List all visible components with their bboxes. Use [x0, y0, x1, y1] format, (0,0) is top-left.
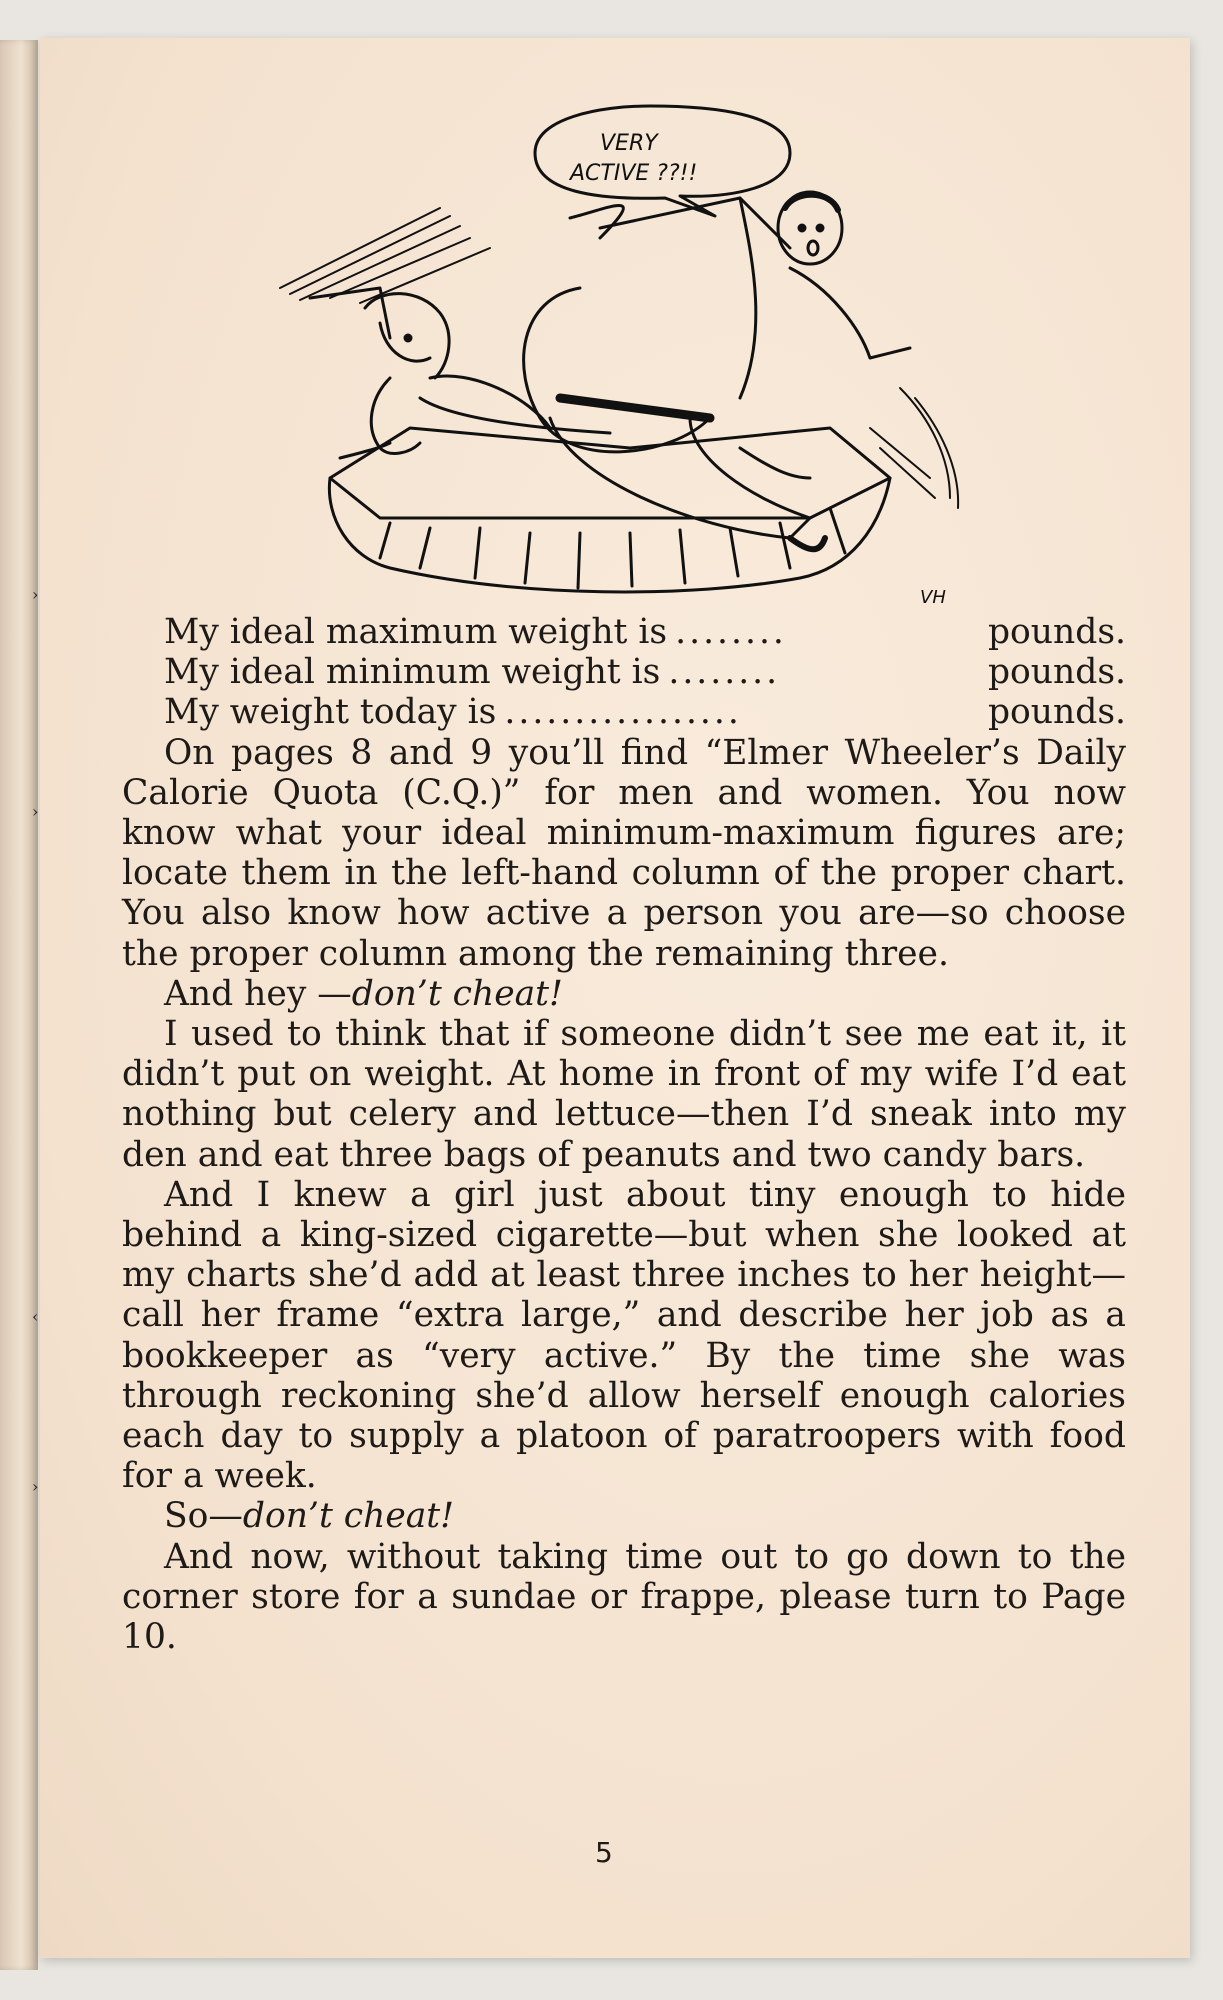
fill-line-unit: pounds. [987, 652, 1126, 693]
artist-initials: VH [920, 587, 946, 608]
fill-line-min-weight [122, 652, 1126, 692]
emphasis-text: don’t cheat! [242, 1496, 455, 1537]
body-text [122, 612, 1126, 1657]
paragraph-peanuts: I used to think that if someone didn’t see me eat it, it didn’t put on weight. At home in front of my wife I’d eat nothing but celery and lettuce—then I’d sneak into my den and eat three bags of peanuts and two candy bars. [122, 1014, 1126, 1175]
emphasis-text: don’t cheat! [351, 973, 563, 1014]
fill-line-label: My ideal maximum weight is [164, 612, 668, 652]
fill-line-dots: ........ [668, 652, 781, 693]
paragraph-bookkeeper: And I knew a girl just about tiny enough to hide behind a king-sized cigarette—but when she looked at my charts she’d add at least three inches to her height—call her frame “extra large,” and describe her job as a bookkeeper as “very active.” By the time she was through reckoning she’d allow herself enough calories each day to supply a platoon of paratroopers with food for a week. [122, 1174, 1126, 1497]
paragraph-lead: And hey — [164, 973, 352, 1014]
paragraph-dont-cheat-1 [122, 974, 1126, 1014]
fill-line-unit: pounds. [987, 692, 1126, 733]
booklet-page [40, 38, 1190, 1958]
paragraph-lead: So— [164, 1496, 243, 1537]
fill-line-dots: ................. [504, 692, 742, 733]
speech-bubble [535, 106, 790, 216]
fill-line-unit: pounds. [987, 612, 1126, 652]
binding-stitch: ‹ [32, 1307, 39, 1326]
speech-line-1: VERY [600, 131, 658, 156]
cartoon-illustration [270, 98, 1020, 638]
paragraph-calorie-quota: On pages 8 and 9 you’ll find “Elmer Wheeler’s Daily Calorie Quota (C.Q.)” for men and women. You now know what your ideal minimum-maximum figures are; locate them in the left-hand column of the proper chart. You also know how active a person you are—so choose the proper column among the remaining three. [122, 732, 1126, 974]
page-number: 5 [595, 1836, 613, 1869]
paragraph-dont-cheat-2 [122, 1496, 1126, 1536]
binding-stitch: › [32, 585, 39, 604]
binding-stitch: › [32, 802, 39, 821]
binding-stitch: › [32, 1477, 39, 1496]
fill-line-label: My ideal minimum weight is [164, 652, 661, 693]
paragraph-turn-page: And now, without taking time out to go down to the corner store for a sundae or frappe, please turn to Page 10. [122, 1536, 1126, 1658]
fill-line-today-weight [122, 692, 1126, 732]
fill-line-dots: ........ [675, 612, 787, 652]
speech-line-2: ACTIVE ??!! [570, 161, 698, 186]
fill-line-max-weight [122, 612, 1126, 652]
motion-lines [280, 208, 958, 508]
fill-line-label: My weight today is [164, 692, 497, 733]
previous-page-edge [0, 40, 38, 1970]
